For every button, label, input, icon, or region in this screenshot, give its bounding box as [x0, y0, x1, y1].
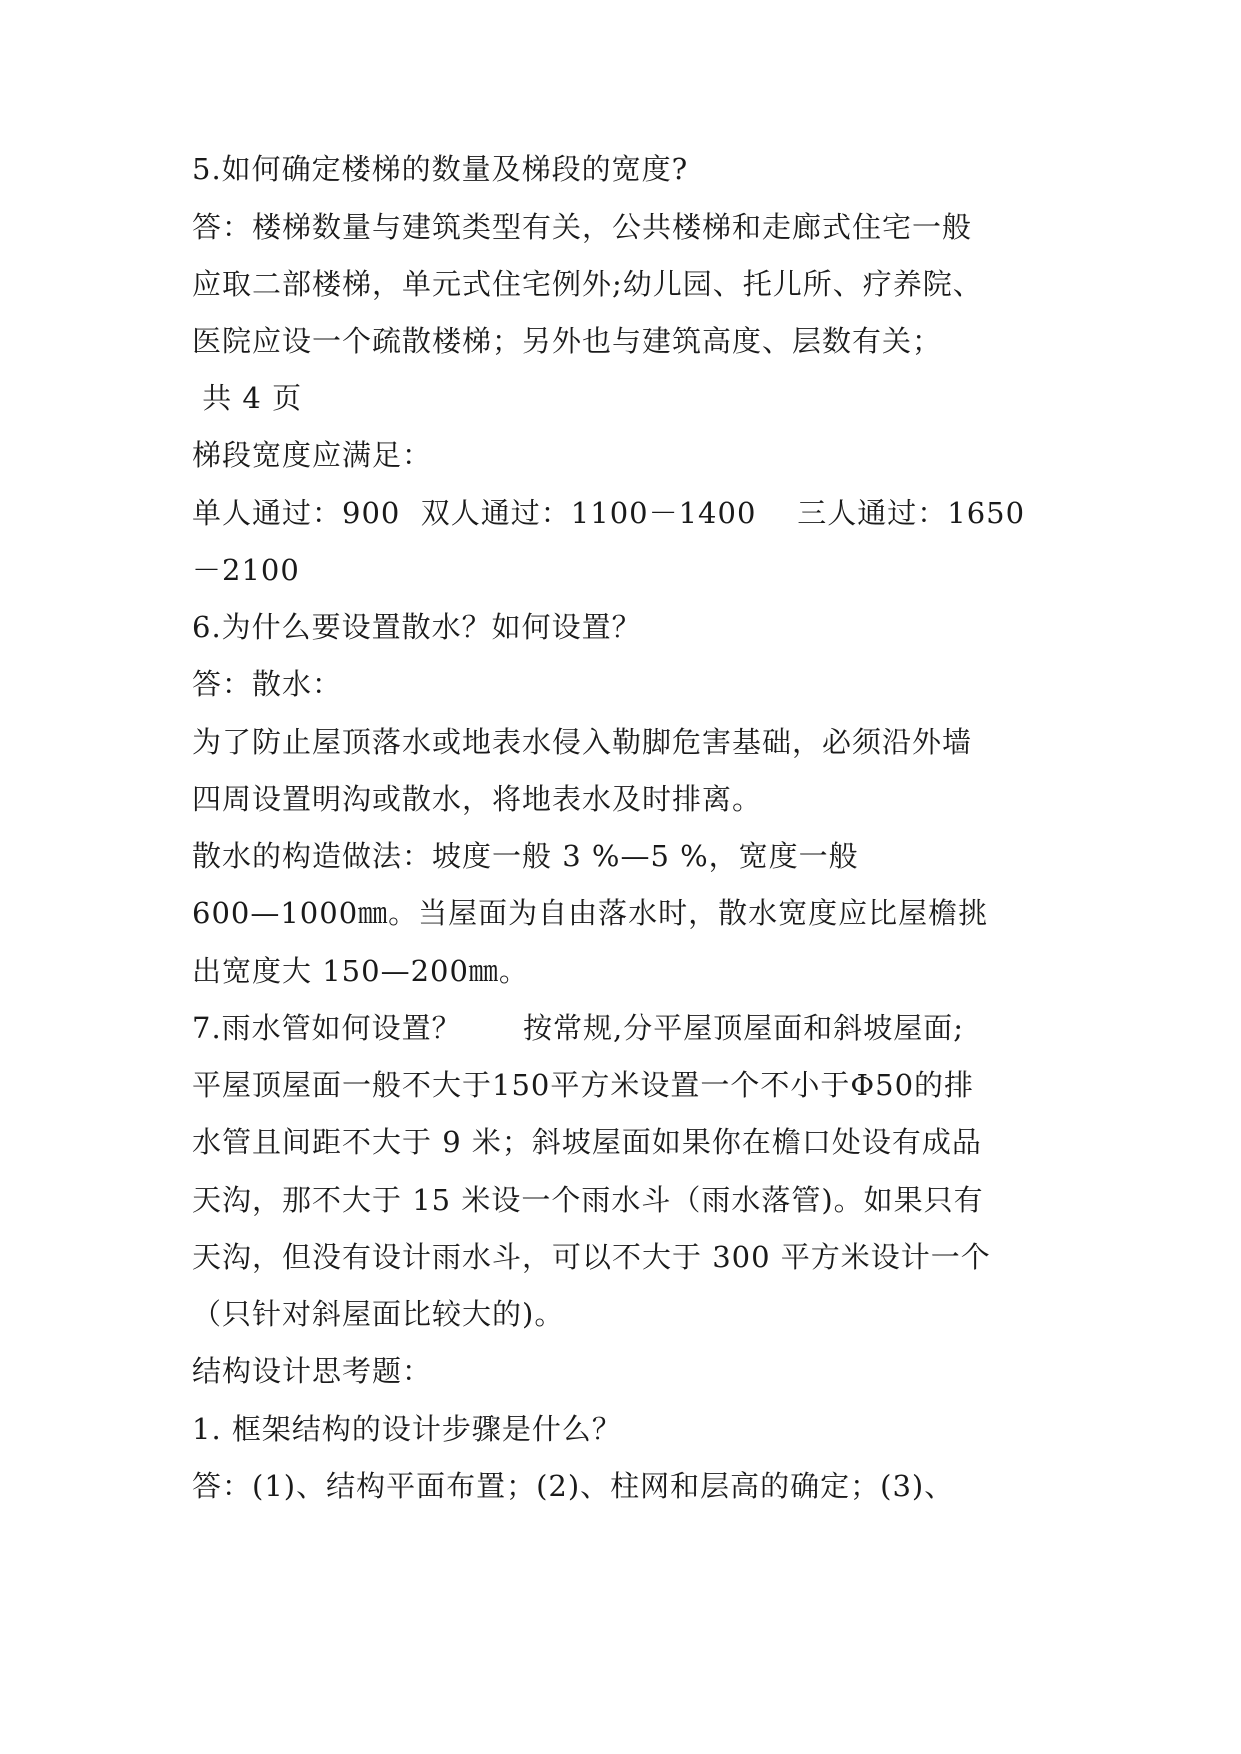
answer-7-line-5: （只针对斜屋面比较大的)。 — [192, 1297, 565, 1331]
structure-section-heading: 结构设计思考题： — [192, 1354, 433, 1388]
stair-width-values: 单人通过：900 双人通过：1100－1400 三人通过：1650 — [192, 496, 1026, 530]
question-7-title: 7.雨水管如何设置？ 按常规,分平屋顶屋面和斜坡屋面; — [192, 1011, 964, 1045]
stair-width-heading: 梯段宽度应满足： — [192, 438, 433, 472]
structure-question-1: 1. 框架结构的设计步骤是什么？ — [192, 1412, 622, 1446]
answer-7-line-4: 天沟，但没有设计雨水斗，可以不大于 300 平方米设计一个 — [192, 1240, 991, 1274]
answer-5-line-1: 答：楼梯数量与建筑类型有关，公共楼梯和走廊式住宅一般 — [192, 210, 973, 244]
answer-7-line-3: 天沟，那不大于 15 米设一个雨水斗（雨水落管)。如果只有 — [192, 1183, 984, 1217]
answer-6-heading: 答：散水： — [192, 667, 343, 701]
answer-7-line-1: 平屋顶屋面一般不大于150平方米设置一个不小于Φ50的排 — [192, 1068, 975, 1102]
structure-answer-1-line-1: 答：(1)、结构平面布置；(2)、柱网和层高的确定；(3)、 — [192, 1469, 955, 1503]
question-5-title: 5.如何确定楼梯的数量及梯段的宽度? — [192, 152, 689, 186]
question-6-title: 6.为什么要设置散水？如何设置？ — [192, 610, 642, 644]
answer-7-line-2: 水管且间距不大于 9 米；斜坡屋面如果你在檐口处设有成品 — [192, 1125, 982, 1159]
answer-6-line-1: 为了防止屋顶落水或地表水侵入勒脚危害基础，必须沿外墙 — [192, 725, 973, 759]
answer-6-line-4: 600—1000㎜。当屋面为自由落水时，散水宽度应比屋檐挑 — [192, 896, 989, 930]
stair-width-values-cont: －2100 — [192, 553, 300, 587]
answer-5-line-3: 医院应设一个疏散楼梯；另外也与建筑高度、层数有关； — [192, 324, 943, 358]
answer-6-line-2: 四周设置明沟或散水，将地表水及时排离。 — [192, 782, 763, 816]
page-count: 共 4 页 — [192, 381, 303, 415]
answer-5-line-2: 应取二部楼梯，单元式住宅例外;幼儿园、托儿所、疗养院、 — [192, 267, 983, 301]
answer-6-line-5: 出宽度大 150—200㎜。 — [192, 954, 529, 988]
answer-6-line-3: 散水的构造做法：坡度一般 3 %—5 %，宽度一般 — [192, 839, 859, 873]
